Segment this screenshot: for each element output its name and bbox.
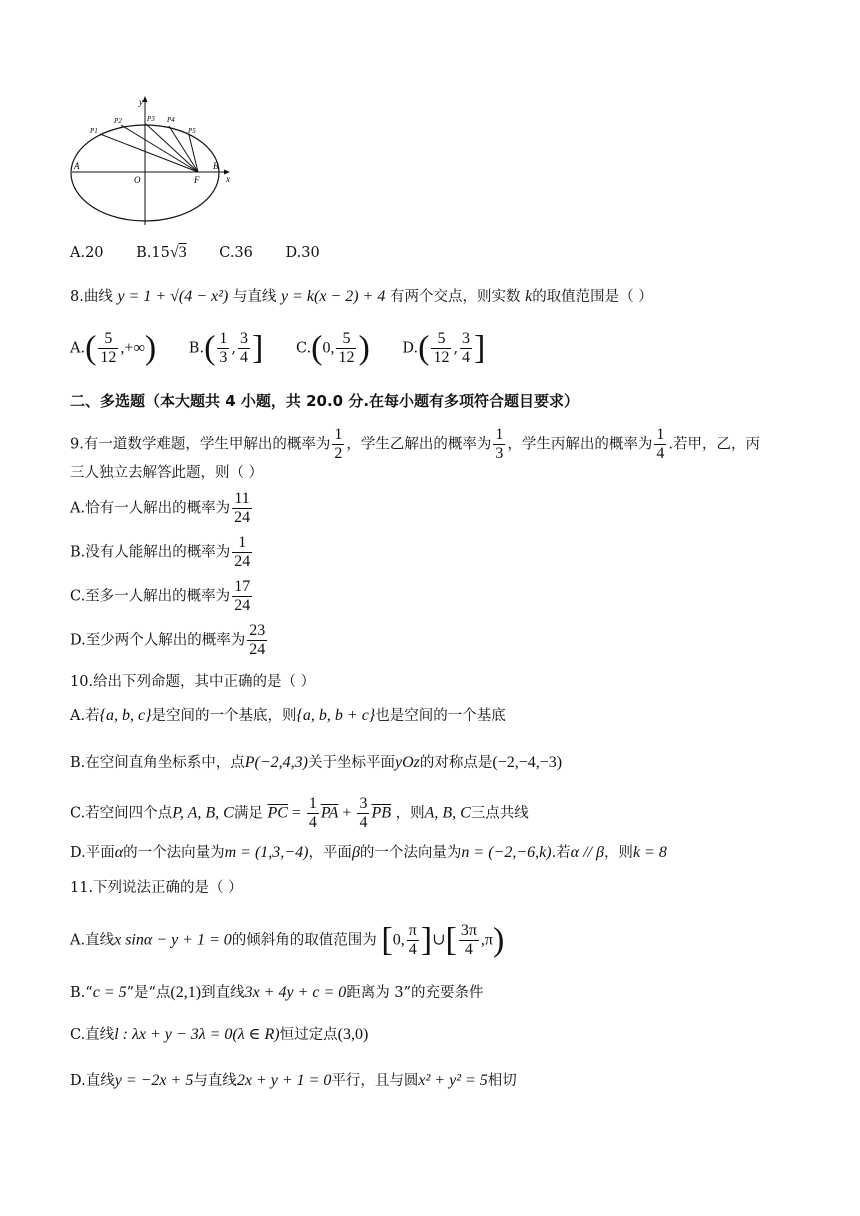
q9-option-d: D.至少两个人解出的概率为 $\frac{23}{24}$ <box>70 622 266 658</box>
y-axis-arrow <box>143 96 148 102</box>
q7-options <box>70 245 348 261</box>
q7-option-b: B.15√3 <box>136 244 187 261</box>
label-p3: P3 <box>147 115 155 123</box>
label-f: F <box>194 175 200 185</box>
q9-option-b: B.没有人能解出的概率为 $\frac{1}{24}$ <box>70 534 251 570</box>
q8-line: y = k(x − 2) + 4 <box>281 288 386 305</box>
label-o: O <box>134 175 141 185</box>
q8-stem: 8.曲线 y = 1 + √(4 − x²) 与直线 y = k(x − 2) + 4 有两个交点，则实数 k的取值范围是（ ） <box>70 288 653 305</box>
q9-option-a: A.恰有一人解出的概率为 $\frac{11}{24}$ <box>70 490 251 526</box>
q8-option-d: D.( $\frac{5}{12}$ , $\frac{3}{4}$ ] <box>402 329 486 367</box>
label-p1: P1 <box>90 127 98 135</box>
segment-p2f <box>121 125 198 172</box>
q11-option-c: C.直线l : λx + y − 3λ = 0(λ ∈ R)恒过定点(3,0) <box>70 1026 369 1043</box>
label-p4: P4 <box>167 116 175 124</box>
q11-option-d: D.直线y = −2x + 5与直线2x + y + 1 = 0平行，且与圆x² + y² = 5相切 <box>70 1072 517 1089</box>
q11-stem: 11.下列说法正确的是（ ） <box>70 880 243 896</box>
q7-option-a: A.20 <box>70 245 104 261</box>
q9-option-c: C.至多一人解出的概率为 $\frac{17}{24}$ <box>70 578 251 614</box>
label-y: y <box>139 97 143 107</box>
q8-curve: y = 1 + √(4 − x²) <box>117 288 229 305</box>
q10-option-a: A.若{a, b, c}是空间的一个基底，则{a, b, b + c}也是空间的一个基底 <box>70 707 506 724</box>
label-b: B <box>213 161 219 171</box>
q10-option-d: D.平面α的一个法向量为m = (1,3,−4)，平面β的一个法向量为n = (−2,−6,k).若α // β，则k = 8 <box>70 844 667 861</box>
q11-option-a: A.直线x sinα − y + 1 = 0的倾斜角的取值范围为 [0, $\frac{\pi}{4}$ ]∪[ $\frac{3\pi}{4}$ ,π) <box>70 921 505 959</box>
q8-option-a: A.( $\frac{5}{12}$ ,+∞) <box>70 329 157 367</box>
q8-option-c: C.(0, $\frac{5}{12}$ ) <box>295 329 370 367</box>
q10-option-c: C.若空间四个点P, A, B, C满足 $\overline{PC}$ = $\frac{1}{4}$ $\overline{PA}$ + $\frac{3}{4}$ $\overline{PB}$ ，则A, B, C三点共线 <box>70 795 529 831</box>
q10-stem: 10.给出下列命题，其中正确的是（ ） <box>70 674 316 690</box>
segment-p5f <box>189 135 198 172</box>
q8-option-b: B.( $\frac{1}{3}$ , $\frac{3}{4}$ ] <box>188 329 264 367</box>
q7-option-d: D.30 <box>285 245 320 261</box>
q9-stem: 9.有一道数学难题，学生甲解出的概率为 $\frac{1}{2}$ ，学生乙解出的概率为 $\frac{1}{3}$ ，学生丙解出的概率为 $\frac{1}{4}$ .若甲，乙，丙 <box>70 426 760 462</box>
label-x: x <box>226 174 230 184</box>
segment-p1f <box>100 134 198 172</box>
label-p5: P5 <box>188 127 196 135</box>
label-a: A <box>74 161 80 171</box>
label-p2: P2 <box>114 117 122 125</box>
q9-stem-2: 三人独立去解答此题，则（ ） <box>70 465 264 481</box>
q10-option-b: B.在空间直角坐标系中，点P(−2,4,3)关于坐标平面yOz的对称点是(−2,−4,−3) <box>70 754 563 771</box>
section-heading: 二、多选题（本大题共 4 小题，共 20.0 分.在每小题有多项符合题目要求） <box>70 392 580 410</box>
q11-option-b: B.“c = 5”是“点(2,1)到直线3x + 4y + c = 0距离为 3”的充要条件 <box>70 984 484 1001</box>
q7-option-c: C.36 <box>219 245 253 261</box>
q8-options <box>70 330 513 367</box>
ellipse-figure <box>68 95 238 230</box>
